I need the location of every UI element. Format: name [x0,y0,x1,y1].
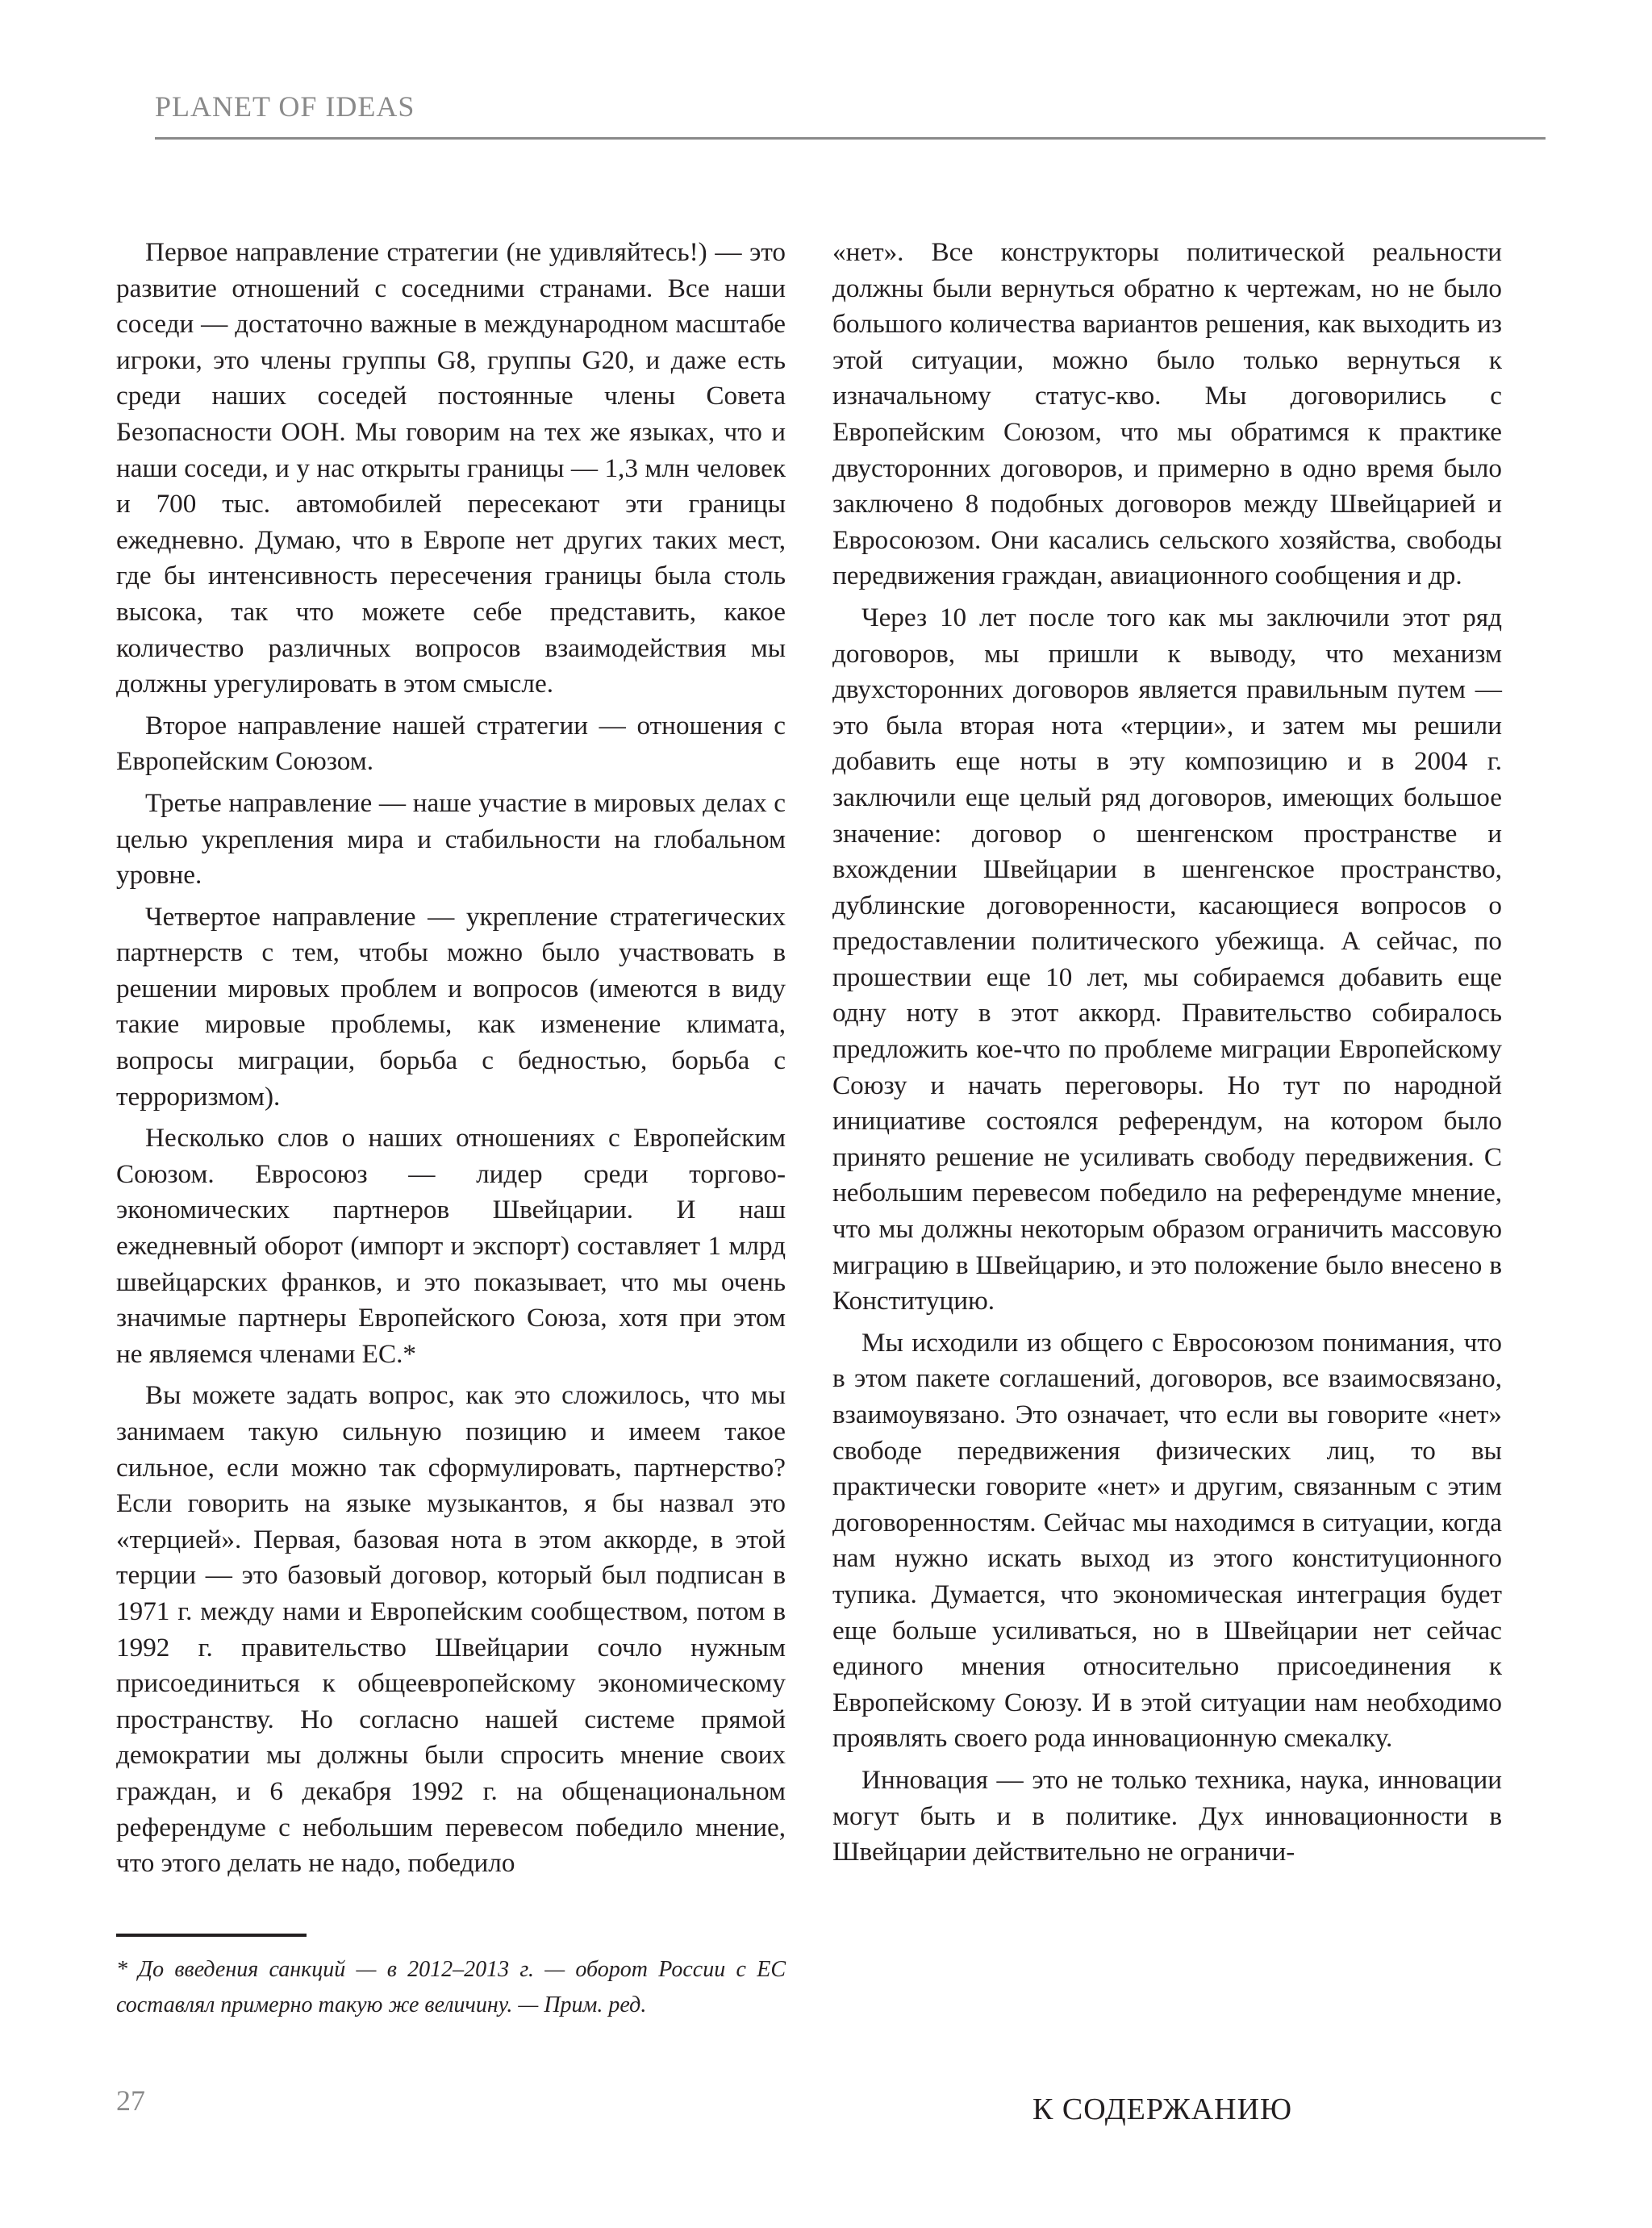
page-number: 27 [116,2084,145,2117]
paragraph: Инновация — это не только техника, наука, инновации могут быть и в политике. Дух инновационности в Швейцарии действительно не ограничи- [832,1764,1502,1867]
table-of-contents-link[interactable]: К СОДЕРЖАНИЮ [1032,2092,1293,2126]
paragraph-continued: «нет». Все конструкторы политической реальности должны были вернуться обратно к чертежам, но не было большого количества вариантов решения, как выходить из этой ситуации, можно было только вернуться к изначальному статус-кво. Мы договорились с Европейским Союзом, что мы обратимся к практике двусторонних договоров, и примерно в одно время было заключено 8 подобных договоров между Швейцарией и Евросоюзом. Они касались сельского хозяйства, свободы передвижения граждан, авиационного сообщения и др. [832,237,1502,591]
paragraph: Через 10 лет после того как мы заключили этот ряд договоров, мы пришли к выводу, что механизм двухсторонних договоров является правильным путем — это была вторая нота «терции», и затем мы решили добавить еще ноты в эту композицию и в 2004 г. заключили еще целый ряд договоров, имеющих большое значение: договор о шенгенском пространстве и вхождении Швейцарии в шенгенское пространство, дублинские договоренности, касающиеся вопросов о предоставлении политического убежища. А сейчас, по прошествии еще 10 лет, мы собираемся добавить еще одну ноту в этот аккорд. Правительство собиралось предложить кое-что по проблеме миграции Европейскому Союзу и начать переговоры. Но тут по народной инициативе состоялся референдум, на котором было принято решение не усиливать свободу передвижения. С небольшим перевесом победило на референдуме мнение, что мы должны некоторым образом ограничить массовую миграцию в Швейцарию, и это положение было внесено в Конституцию. [832,602,1502,1316]
paragraph: Первое направление стратегии (не удивляйтесь!) — это развитие отношений с соседними странами. Все наши соседи — достаточно важные в международном масштабе игроки, это члены группы G8, группы G20, и даже есть среди наших соседей постоянные члены Совета Безопасности ООН. Мы говорим на тех же языках, что и наши соседи, и у нас открыты границы — 1,3 млн человек и 700 тыс. автомобилей пересекают эти границы ежедневно. Думаю, что в Европе нет других таких мест, где бы интенсивность пересечения границы была столь высока, так что можете себе представить, какое количество различных вопросов взаимодействия мы должны урегулировать в этом смысле. [116,237,786,699]
paragraph: Четвертое направление — укрепление стратегических партнерств с тем, чтобы можно было участвовать в решении мировых проблем и вопросов (имеются в виду такие мировые проблемы, как изменение климата, вопросы миграции, борьба с бедностью, борьба с терроризмом). [116,901,786,1112]
paragraph: Несколько слов о наших отношениях с Европейским Союзом. Евросоюз — лидер среди торгово-экономических партнеров Швейцарии. И наш ежедневный оборот (импорт и экспорт) составляет 1 млрд швейцарских франков, и это показывает, что мы очень значимые партнеры Европейского Союза, хотя при этом не являемся членами ЕС.* [116,1123,786,1369]
running-header-title: PLANET OF IDEAS [155,90,415,123]
text-column-right [832,235,1502,1876]
text-column-left [116,235,786,1888]
paragraph: Третье направление — наше участие в мировых делах с целью укрепления мира и стабильности на глобальном уровне. [116,787,786,891]
footnote: * До введения санкций — в 2012–2013 г. — оборот России с ЕС составлял примерно такую же величину. — Прим. ред. [116,1957,786,2017]
paragraph: Вы можете задать вопрос, как это сложилось, что мы занимаем такую сильную позицию и имеем такое сильное, если можно так сформулировать, партнерство? Если говорить на языке музыкантов, я бы назвал это «терцией». Первая, базовая нота в этом аккорде, в этой терции — это базовый договор, который был подписан в 1971 г. между нами и Европейским сообществом, потом в 1992 г. правительство Швейцарии сочло нужным присоединиться к общеевропейскому экономическому пространству. Но согласно нашей системе прямой демократии мы должны были спросить мнение своих граждан, и 6 декабря 1992 г. на общенациональном референдуме с небольшим перевесом победило мнение, что этого делать не надо, победило [116,1380,786,1879]
paragraph: Второе направление нашей стратегии — отношения с Европейским Союзом. [116,710,786,777]
footnote-divider [116,1934,307,1937]
header-divider [155,137,1546,140]
paragraph: Мы исходили из общего с Евросоюзом понимания, что в этом пакете соглашений, договоров, все взаимосвязано, взаимоувязано. Это означает, что если вы говорите «нет» свободе передвижения физических лиц, то вы практически говорите «нет» и другим, связанным с этим договоренностям. Сейчас мы находимся в ситуации, когда нам нужно искать выход из этого конституционного тупика. Думается, что экономическая интеграция будет еще больше усиливаться, но в Швейцарии нет сейчас единого мнения относительно присоединения к Европейскому Союзу. И в этой ситуации нам необходимо проявлять своего рода инновационную смекалку. [832,1327,1502,1754]
